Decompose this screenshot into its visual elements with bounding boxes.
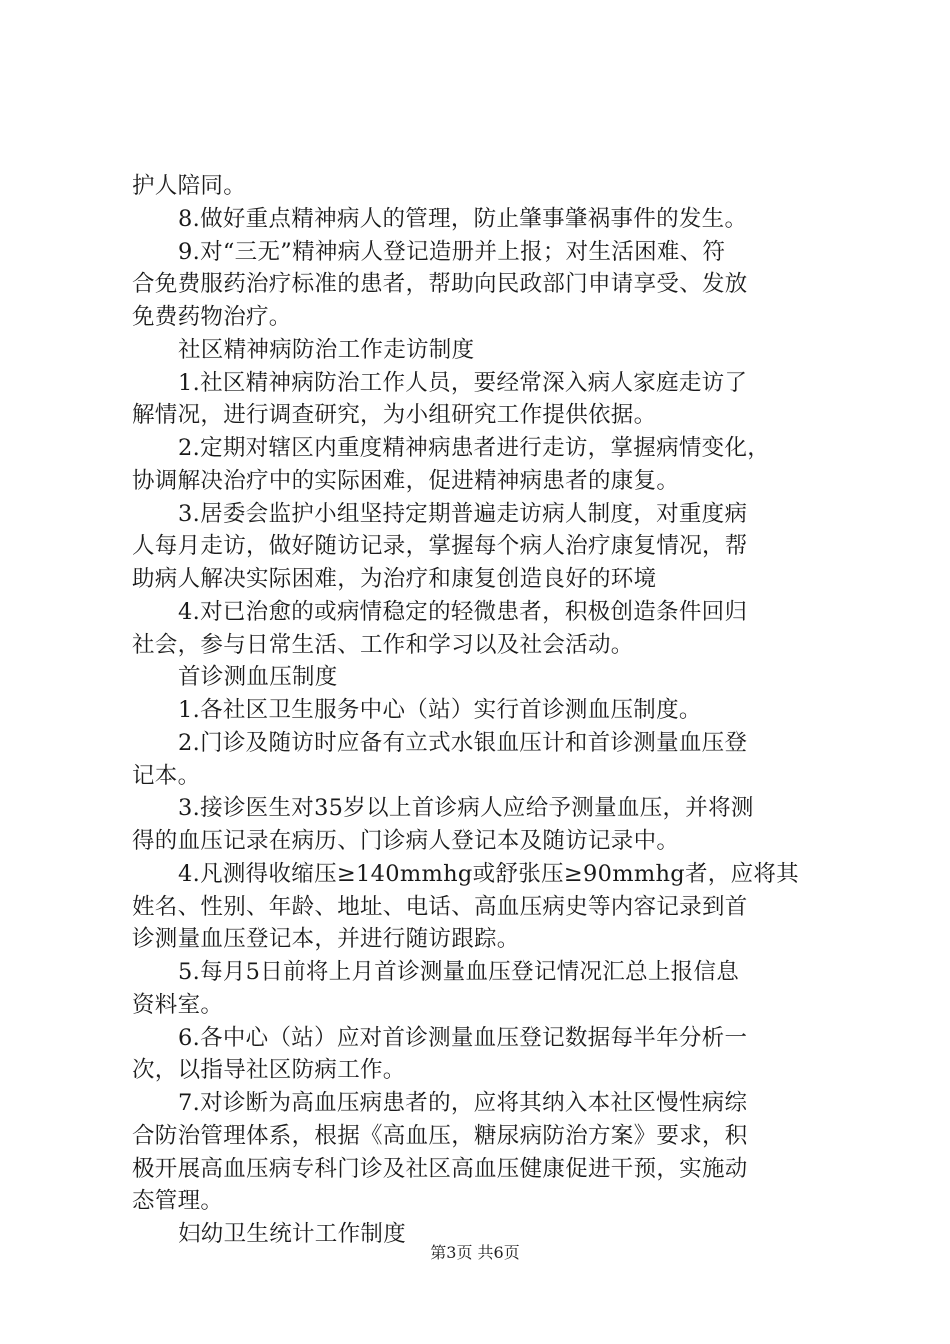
text-line: 极开展高血压病专科门诊及社区高血压健康促进干预，实施动 (132, 1155, 748, 1182)
text-line: 解情况，进行调查研究，为小组研究工作提供依据。 (132, 402, 657, 429)
text-line: 协调解决治疗中的实际困难，促进精神病患者的康复。 (132, 467, 680, 494)
text-line: 社区精神病防治工作走访制度 (178, 336, 475, 363)
text-line: 得的血压记录在病历、门诊病人登记本及随访记录中。 (132, 828, 680, 854)
text-line: 助病人解决实际困难，为治疗和康复创造良好的环境 (132, 566, 657, 592)
text-line: 态管理。 (132, 1188, 224, 1215)
text-line: 合免费服药治疗标准的患者，帮助向民政部门申请享受、发放 (132, 271, 748, 298)
text-line: 社会，参与日常生活、工作和学习以及社会活动。 (132, 631, 634, 658)
text-line: 人每月走访，做好随访记录，掌握每个病人治疗康复情况，帮 (132, 533, 748, 560)
text-line: 免费药物治疗。 (132, 304, 292, 330)
text-line: 资料室。 (132, 991, 224, 1018)
text-line: 5.每月5日前将上月首诊测量血压登记情况汇总上报信息 (178, 959, 740, 985)
text-line: 4.对已治愈的或病情稳定的轻微患者，积极创造条件回归 (178, 598, 748, 625)
document-body (132, 170, 832, 1251)
text-line: 合防治管理体系，根据《高血压，糖尿病防治方案》要求，积 (132, 1122, 748, 1149)
text-line: 首诊测血压制度 (178, 664, 338, 691)
text-line: 4.凡测得收缩压≥140mmhg或舒张压≥90mmhg者，应将其 (178, 860, 799, 887)
text-line: 8.做好重点精神病人的管理，防止肇事肇祸事件的发生。 (178, 205, 748, 232)
text-line: 7.对诊断为高血压病患者的，应将其纳入本社区慢性病综 (178, 1090, 748, 1116)
text-line: 次，以指导社区防病工作。 (132, 1057, 406, 1084)
text-line: 2.定期对辖区内重度精神病患者进行走访，掌握病情变化， (178, 435, 771, 461)
text-line: 3.居委会监护小组坚持定期普遍走访病人制度，对重度病 (178, 500, 748, 527)
text-line: 1.各社区卫生服务中心（站）实行首诊测血压制度。 (178, 697, 702, 723)
text-line: 9.对“三无”精神病人登记造册并上报；对生活困难、符 (178, 238, 726, 265)
text-line: 2.门诊及随访时应备有立式水银血压计和首诊测量血压登 (178, 729, 748, 756)
text-line: 3.接诊医生对35岁以上首诊病人应给予测量血压，并将测 (178, 795, 754, 822)
text-line: 妇幼卫生统计工作制度 (178, 1221, 407, 1247)
text-line: 6.各中心（站）应对首诊测量血压登记数据每半年分析一 (178, 1024, 748, 1051)
text-line: 姓名、性别、年龄、地址、电话、高血压病史等内容记录到首 (132, 893, 748, 920)
text-line: 1.社区精神病防治工作人员，要经常深入病人家庭走访了 (178, 369, 748, 396)
text-line: 记本。 (132, 762, 201, 789)
text-line: 诊测量血压登记本，并进行随访跟踪。 (132, 926, 520, 953)
page-footer: 第3页 共6页 (430, 1243, 520, 1262)
text-line: 护人陪同。 (132, 173, 247, 199)
